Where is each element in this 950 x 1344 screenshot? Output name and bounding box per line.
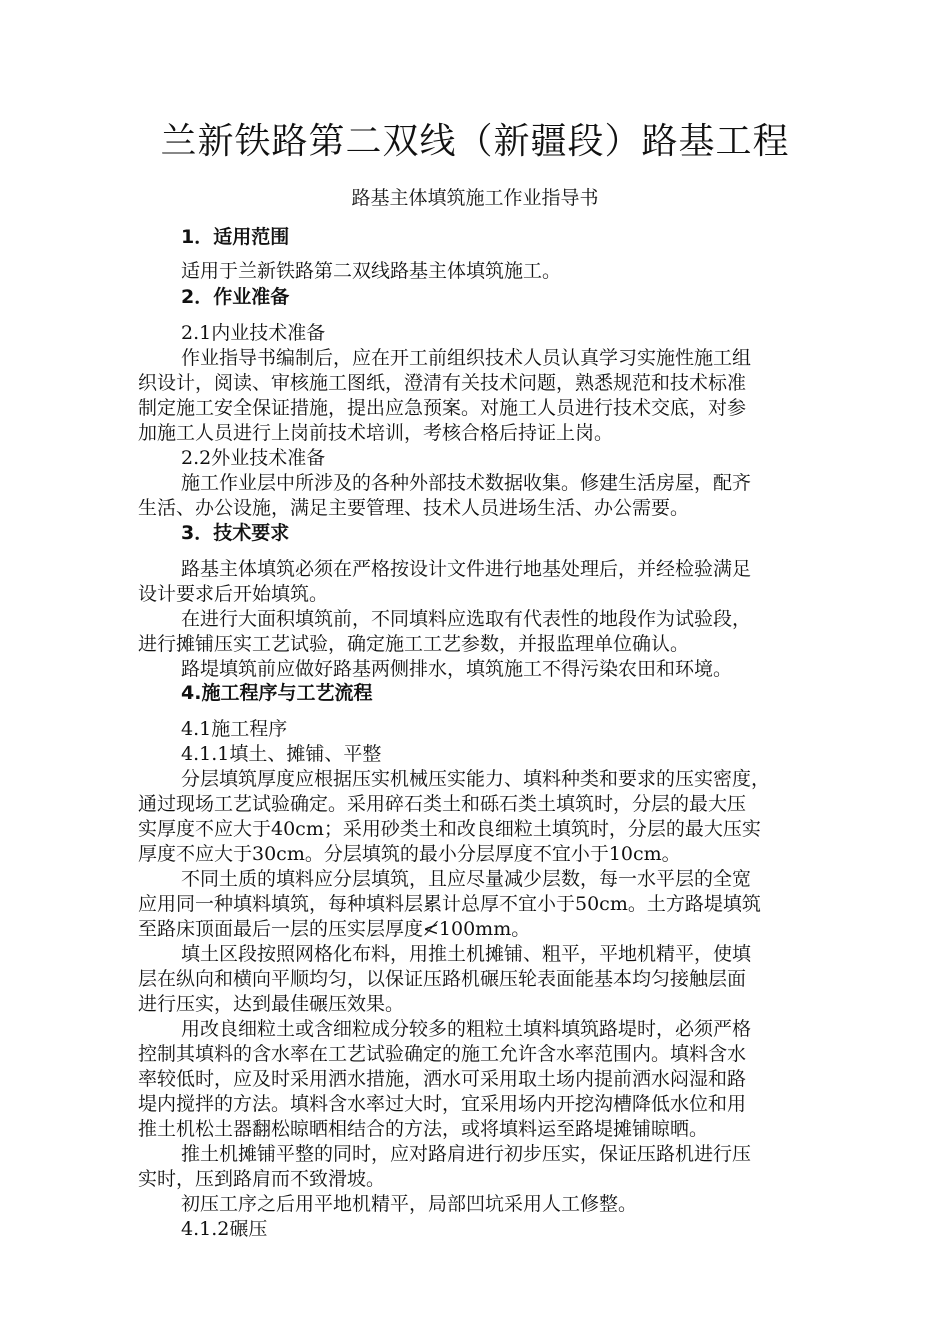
section-heading: 1．适用范围 (181, 226, 290, 248)
section-heading: 3．技术要求 (181, 522, 290, 544)
paragraph-line: 用改良细粒土或含细粒成分较多的粗粒土填料填筑路堤时，必须严格 (181, 1018, 752, 1040)
paragraph-line: 织设计，阅读、审核施工图纸，澄清有关技术问题，熟悉规范和技术标准 (138, 372, 747, 394)
paragraph-line: 应用同一种填料填筑，每种填料层累计总厚不宜小于50cm。土方路堤填筑 (138, 893, 761, 915)
paragraph-line: 实时，压到路肩而不致滑坡。 (138, 1168, 386, 1190)
paragraph-line: 在进行大面积填筑前，不同填料应选取有代表性的地段作为试验段， (181, 608, 752, 630)
paragraph-line: 至路床顶面最后一层的压实层厚度≮100mm。 (138, 918, 531, 940)
paragraph-line: 生活、办公设施，满足主要管理、技术人员进场生活、办公需要。 (138, 497, 690, 519)
paragraph-line: 设计要求后开始填筑。 (138, 583, 329, 605)
document-title: 兰新铁路第二双线（新疆段）路基工程 (160, 121, 790, 162)
subsection-heading: 4.1.1填土、摊铺、平整 (181, 743, 382, 765)
paragraph-line: 实厚度不应大于40cm；采用砂类土和改良细粒土填筑时，分层的最大压实 (138, 818, 761, 840)
paragraph-line: 进行压实，达到最佳碾压效果。 (138, 993, 405, 1015)
paragraph-line: 路基主体填筑必须在严格按设计文件进行地基处理后，并经检验满足 (181, 558, 752, 580)
section-heading: 4.施工程序与工艺流程 (181, 682, 373, 704)
paragraph-line: 不同土质的填料应分层填筑，且应尽量减少层数，每一水平层的全宽 (181, 868, 752, 890)
paragraph-line: 通过现场工艺试验确定。采用碎石类土和砾石类土填筑时，分层的最大压 (138, 793, 747, 815)
paragraph-line: 路堤填筑前应做好路基两侧排水，填筑施工不得污染农田和环境。 (181, 658, 733, 680)
section-heading: 2．作业准备 (181, 286, 290, 308)
paragraph-line: 初压工序之后用平地机精平，局部凹坑采用人工修整。 (181, 1193, 638, 1215)
paragraph-line: 施工作业层中所涉及的各种外部技术数据收集。修建生活房屋，配齐 (181, 472, 752, 494)
paragraph-line: 加施工人员进行上岗前技术培训，考核合格后持证上岗。 (138, 422, 614, 444)
subsection-heading: 4.1施工程序 (181, 718, 288, 740)
paragraph-line: 推土机摊铺平整的同时，应对路肩进行初步压实，保证压路机进行压 (181, 1143, 752, 1165)
paragraph-line: 分层填筑厚度应根据压实机械压实能力、填料种类和要求的压实密度， (181, 768, 771, 790)
paragraph-line: 制定施工安全保证措施，提出应急预案。对施工人员进行技术交底，对参 (138, 397, 747, 419)
paragraph-line: 适用于兰新铁路第二双线路基主体填筑施工。 (181, 260, 562, 282)
document-subtitle: 路基主体填筑施工作业指导书 (351, 187, 599, 209)
paragraph-line: 填土区段按照网格化布料，用推土机摊铺、粗平，平地机精平，使填 (181, 943, 752, 965)
paragraph-line: 率较低时，应及时采用洒水措施，洒水可采用取土场内提前洒水闷湿和路 (138, 1068, 747, 1090)
paragraph-line: 推土机松土器翻松晾晒相结合的方法，或将填料运至路堤摊铺晾晒。 (138, 1118, 709, 1140)
subsection-heading: 2.1内业技术准备 (181, 322, 326, 344)
paragraph-line: 厚度不应大于30cm。分层填筑的最小分层厚度不宜小于10cm。 (138, 843, 681, 865)
subsection-heading: 4.1.2碾压 (181, 1218, 268, 1240)
paragraph-line: 作业指导书编制后，应在开工前组织技术人员认真学习实施性施工组 (181, 347, 752, 369)
paragraph-line: 控制其填料的含水率在工艺试验确定的施工允许含水率范围内。填料含水 (138, 1043, 747, 1065)
paragraph-line: 层在纵向和横向平顺均匀，以保证压路机碾压轮表面能基本均匀接触层面 (138, 968, 747, 990)
paragraph-line: 进行摊铺压实工艺试验，确定施工工艺参数，并报监理单位确认。 (138, 633, 690, 655)
paragraph-line: 堤内搅拌的方法。填料含水率过大时，宜采用场内开挖沟槽降低水位和用 (138, 1093, 747, 1115)
subsection-heading: 2.2外业技术准备 (181, 447, 326, 469)
